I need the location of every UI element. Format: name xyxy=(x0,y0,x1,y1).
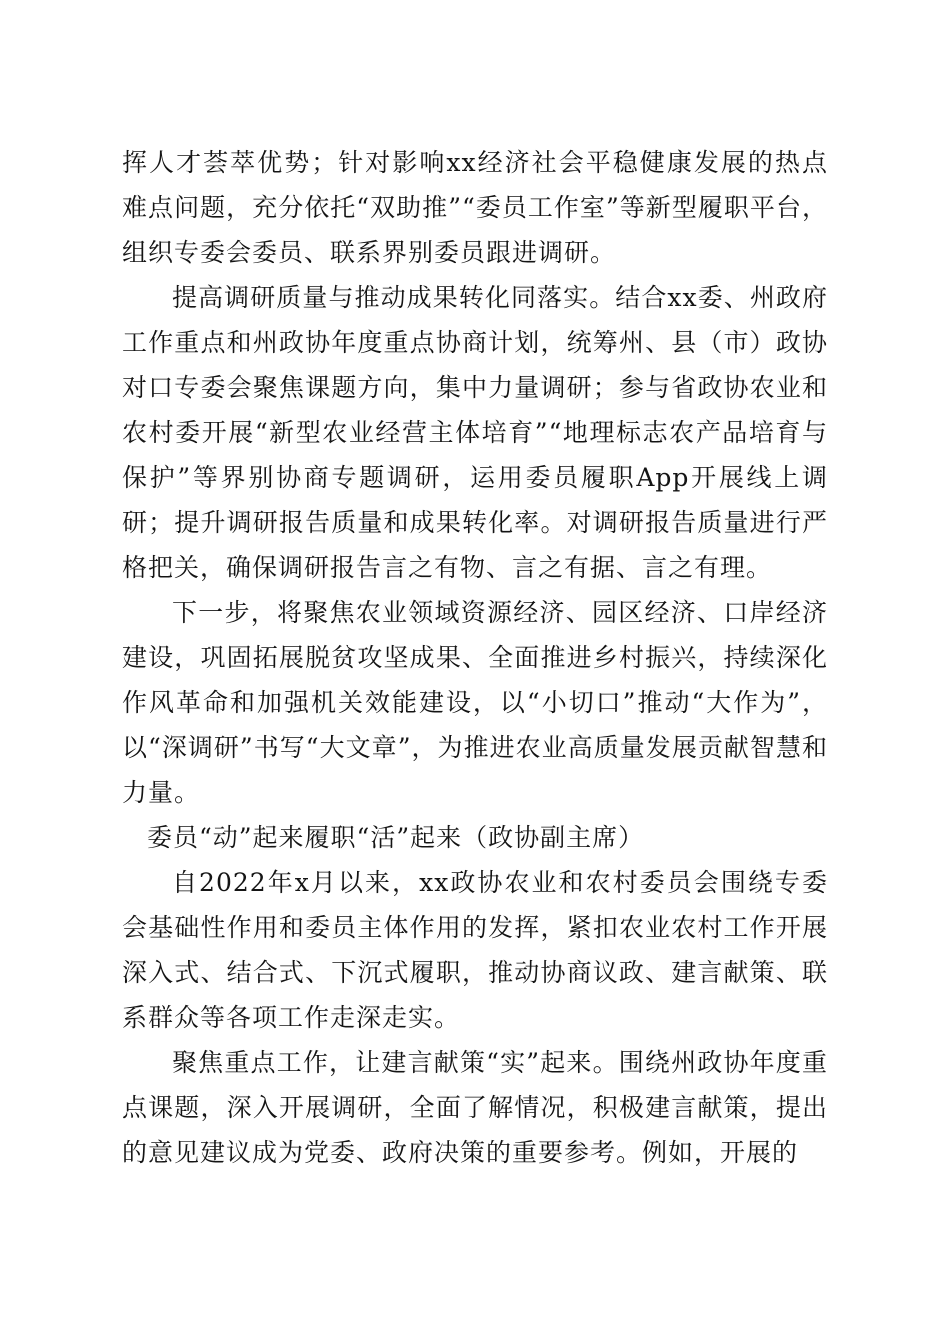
paragraph-next-steps: 下一步，将聚焦农业领域资源经济、园区经济、口岸经济建设，巩固拓展脱贫攻坚成果、全面推进乡村振兴，持续深化作风革命和加强机关效能建设，以“小切口”推动“大作为”，以“深调研”书写“大文章”，为推进农业高质量发展贡献智慧和力量。 xyxy=(122,598,828,807)
paragraph-since-2022: 自2022年x月以来，xx政协农业和农村委员会围绕专委会基础性作用和委员主体作用的发挥，紧扣农业农村工作开展深入式、结合式、下沉式履职，推动协商议政、建言献策、联系群众等各项工作走深走实。 xyxy=(122,868,828,1032)
paragraph-research-quality: 提高调研质量与推动成果转化同落实。结合xx委、州政府工作重点和州政协年度重点协商计划，统筹州、县（市）政协对口专委会聚焦课题方向，集中力量调研；参与省政协农业和农村委开展“新型农业经营主体培育”“地理标志农产品培育与保护”等界别协商专题调研，运用委员履职App开展线上调研；提升调研报告质量和成果转化率。对调研报告质量进行严格把关，确保调研报告言之有物、言之有据、言之有理。 xyxy=(122,283,828,582)
section-heading: 委员“动”起来履职“活”起来（政协副主席） xyxy=(147,823,645,852)
paragraph-talent-advantage: 挥人才荟萃优势；针对影响xx经济社会平稳健康发展的热点难点问题，充分依托“双助推”“委员工作室”等新型履职平台，组织专委会委员、联系界别委员跟进调研。 xyxy=(122,148,828,267)
paragraph-focus-key-work: 聚焦重点工作，让建言献策“实”起来。围绕州政协年度重点课题，深入开展调研，全面了解情况，积极建言献策，提出的意见建议成为党委、政府决策的重要参考。例如，开展的 xyxy=(122,1048,828,1167)
document-body xyxy=(122,140,828,1175)
